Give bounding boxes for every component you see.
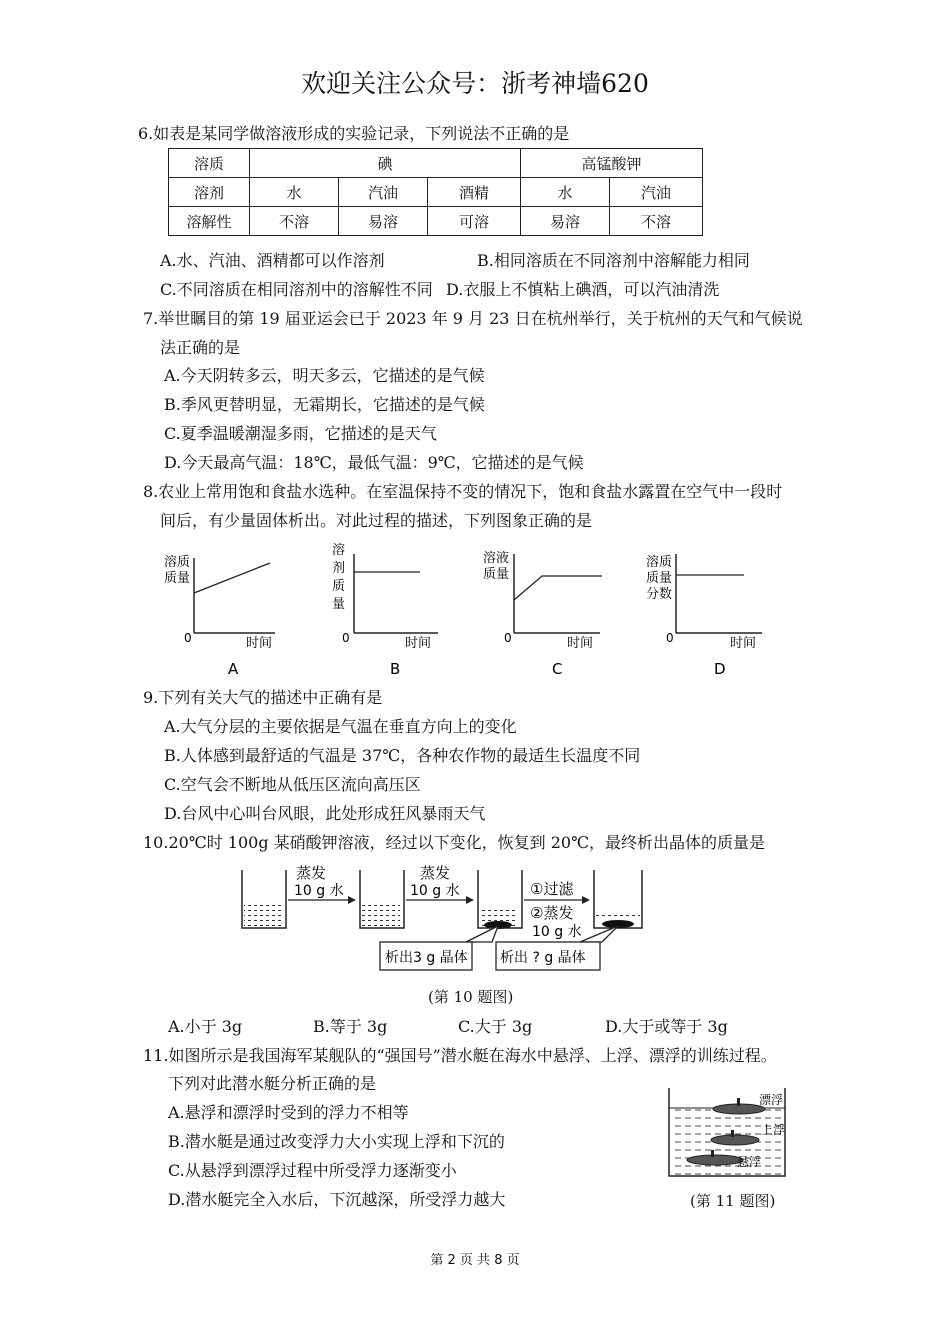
table-cell: 不溶 xyxy=(250,207,339,236)
q8-stem-line2: 间后，有少量固体析出。对此过程的描述，下列图象正确的是 xyxy=(160,511,593,530)
y-axis-label: 质量 xyxy=(164,571,191,586)
q6-option-c: C.不同溶质在相同溶剂中的溶解性不同 xyxy=(160,280,433,299)
q9-option-c: C.空气会不断地从低压区流向高压区 xyxy=(164,775,421,794)
x-axis-label: 时间 xyxy=(246,636,273,651)
q7-option-c: C.夏季温暖潮湿多雨，它描述的是天气 xyxy=(164,424,437,443)
page-header: 欢迎关注公众号：浙考神墙620 xyxy=(301,69,649,98)
q7-option-a: A.今天阴转多云，明天多云，它描述的是气候 xyxy=(164,366,485,385)
x-axis-label: 时间 xyxy=(405,636,432,651)
y-axis-label: 溶液 xyxy=(483,551,510,566)
q11-stem-line1: 11.如图所示是我国海军某舰队的“强国号”潜水艇在海水中悬浮、上浮、漂浮的训练过程。 xyxy=(143,1046,777,1065)
table-cell: 汽油 xyxy=(610,178,703,207)
q10-diagram xyxy=(230,858,650,978)
q9-option-a: A.大气分层的主要依据是气温在垂直方向上的变化 xyxy=(164,717,517,736)
beaker-4 xyxy=(594,870,642,928)
beaker-2 xyxy=(360,870,404,928)
q10-option-a: A.小于 3g xyxy=(168,1017,243,1036)
origin-label: 0 xyxy=(666,631,674,645)
step3-evaporate: ②蒸发 xyxy=(530,904,574,922)
table-row xyxy=(169,207,703,236)
y-axis-label: 溶 xyxy=(332,543,346,558)
label-rising: 上浮 xyxy=(761,1123,786,1137)
solubility-table xyxy=(168,148,703,236)
step2-label: 蒸发 xyxy=(420,864,451,882)
table-cell: 不溶 xyxy=(610,207,703,236)
q8-stem-line1: 8.农业上常用饱和食盐水选种。在室温保持不变的情况下，饱和食盐水露置在空气中一段时 xyxy=(143,482,783,501)
origin-label: 0 xyxy=(504,631,512,645)
q10-option-c: C.大于 3g xyxy=(458,1017,533,1036)
box1-text: 析出3 g 晶体 xyxy=(385,950,468,966)
beaker-1 xyxy=(242,870,286,928)
y-axis-label: 溶质 xyxy=(164,555,191,570)
submarine-diagram xyxy=(665,1082,795,1182)
table-cell: 易溶 xyxy=(521,207,610,236)
x-axis-label: 时间 xyxy=(730,636,757,651)
q7-option-d: D.今天最高气温：18℃，最低气温：9℃，它描述的是气候 xyxy=(164,453,584,472)
y-axis-label: 量 xyxy=(332,597,346,612)
step3-filter: ①过滤 xyxy=(530,880,574,898)
label-floating: 漂浮 xyxy=(759,1093,784,1107)
q8-graphs xyxy=(150,538,800,683)
step1-label: 蒸发 xyxy=(296,864,327,882)
q9-option-d: D.台风中心叫台风眼，此处形成狂风暴雨天气 xyxy=(164,804,486,823)
table-row xyxy=(169,149,703,178)
graph-letter: C xyxy=(552,660,563,678)
q10-stem: 10.20℃时 100g 某硝酸钾溶液，经过以下变化，恢复到 20℃，最终析出晶体的质量是 xyxy=(143,833,766,852)
table-cell: 水 xyxy=(521,178,610,207)
table-cell: 溶质 xyxy=(169,149,250,178)
y-axis-label: 分数 xyxy=(646,587,673,602)
q11-option-b: B.潜水艇是通过改变浮力大小实现上浮和下沉的 xyxy=(168,1132,505,1151)
q6-option-d: D.衣服上不慎粘上碘酒，可以汽油清洗 xyxy=(446,280,720,299)
y-axis-label: 溶质 xyxy=(646,555,673,570)
q10-caption: (第 10 题图) xyxy=(428,988,514,1006)
x-axis-label: 时间 xyxy=(567,636,594,651)
graph-letter: A xyxy=(228,660,239,678)
beaker-3 xyxy=(478,870,522,929)
origin-label: 0 xyxy=(184,631,192,645)
graph-a xyxy=(164,554,275,678)
graph-c xyxy=(483,550,602,678)
q6-stem: 6.如表是某同学做溶液形成的实验记录，下列说法不正确的是 xyxy=(138,124,570,143)
q9-option-b: B.人体感到最舒适的气温是 37℃，各种农作物的最适生长温度不同 xyxy=(164,746,641,765)
step2-amount: 10 g 水 xyxy=(410,883,460,899)
step1-amount: 10 g 水 xyxy=(294,883,344,899)
y-axis-label: 质 xyxy=(332,579,346,594)
graph-letter: D xyxy=(714,660,726,678)
box2-text: 析出 ? g 晶体 xyxy=(500,950,586,966)
q7-stem-line1: 7.举世瞩目的第 19 届亚运会已于 2023 年 9 月 23 日在杭州举行，关于杭州的天气和气候说 xyxy=(143,309,803,328)
table-cell: 汽油 xyxy=(339,178,428,207)
table-cell: 水 xyxy=(250,178,339,207)
callout-box-1 xyxy=(380,926,498,970)
label-suspended: 悬浮 xyxy=(737,1155,762,1169)
q11-caption: (第 11 题图) xyxy=(690,1192,776,1210)
q10-option-b: B.等于 3g xyxy=(313,1017,388,1036)
q7-option-b: B.季风更替明显，无霜期长，它描述的是气候 xyxy=(164,395,485,414)
page-footer: 第 2 页 共 8 页 xyxy=(430,1253,520,1268)
q9-stem: 9.下列有关大气的描述中正确有是 xyxy=(143,688,383,707)
graph-d xyxy=(646,554,762,678)
table-row xyxy=(169,178,703,207)
origin-label: 0 xyxy=(342,631,350,645)
graph-letter: B xyxy=(390,660,401,678)
q11-option-a: A.悬浮和漂浮时受到的浮力不相等 xyxy=(168,1103,409,1122)
q11-stem-line2: 下列对此潜水艇分析正确的是 xyxy=(168,1074,377,1093)
y-axis-label: 质量 xyxy=(483,567,510,582)
graph-b xyxy=(332,542,438,678)
q6-option-b: B.相同溶质在不同溶剂中溶解能力相同 xyxy=(477,251,750,270)
y-axis-label: 质量 xyxy=(646,571,673,586)
table-cell: 溶解性 xyxy=(169,207,250,236)
q7-stem-line2: 法正确的是 xyxy=(160,338,241,357)
step3-amount: 10 g 水 xyxy=(532,924,582,940)
y-axis-label: 剂 xyxy=(332,561,346,576)
q6-option-a: A.水、汽油、酒精都可以作溶剂 xyxy=(160,251,385,270)
q10-option-d: D.大于或等于 3g xyxy=(605,1017,728,1036)
table-cell: 易溶 xyxy=(339,207,428,236)
table-cell: 碘 xyxy=(250,149,521,178)
table-cell: 溶剂 xyxy=(169,178,250,207)
table-cell: 可溶 xyxy=(428,207,521,236)
q11-option-d: D.潜水艇完全入水后，下沉越深，所受浮力越大 xyxy=(168,1190,506,1209)
table-cell: 酒精 xyxy=(428,178,521,207)
q11-option-c: C.从悬浮到漂浮过程中所受浮力逐渐变小 xyxy=(168,1161,457,1180)
table-cell: 高锰酸钾 xyxy=(521,149,703,178)
